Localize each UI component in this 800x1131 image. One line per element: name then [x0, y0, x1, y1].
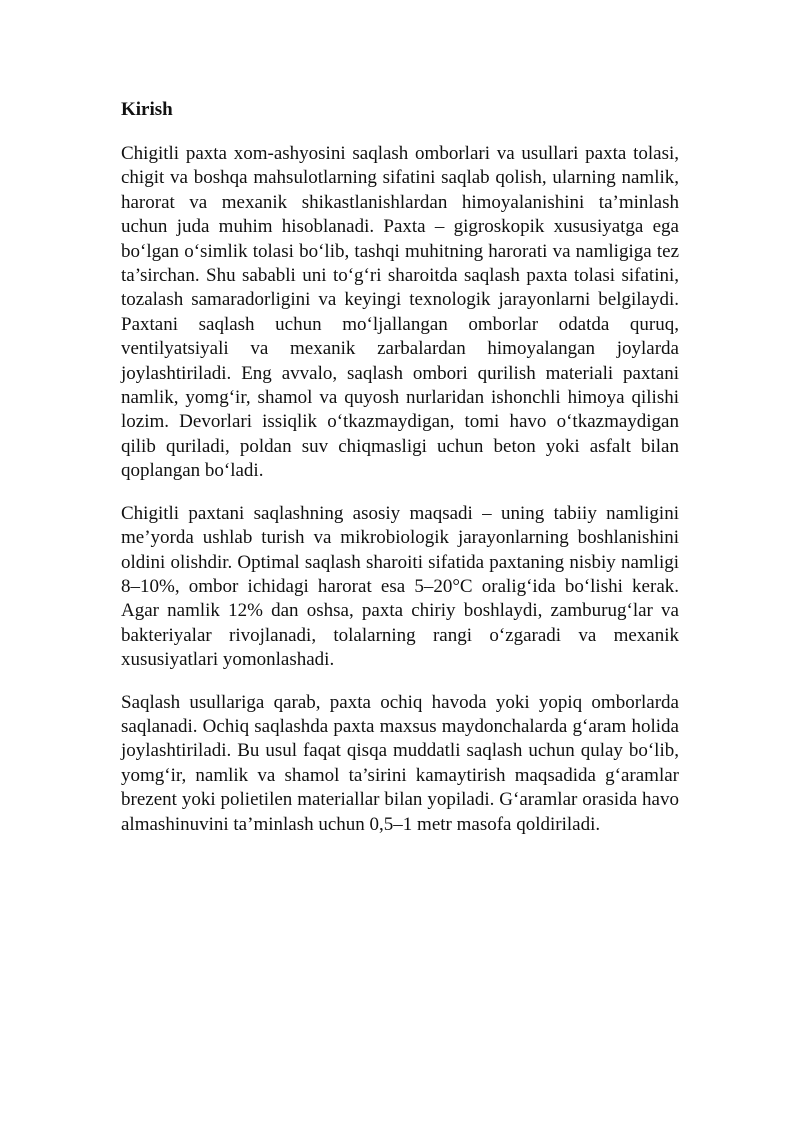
document-page [121, 96, 679, 855]
paragraph-intro: Chigitli paxta xom-ashyosini saqlash omborlari va usullari paxta tolasi, chigit va boshqa mahsulotlarning sifatini saqlab qolish, ularning namlik, harorat va mexanik shikastlanishlardan himoyalanishini ta’minlash uchun juda muhim hisoblanadi. Paxta – gigroskopik xususiyatga ega bo‘lgan o‘simlik tolasi bo‘lib, tashqi muhitning harorati va namligiga tez ta’sirchan. Shu sababli uni to‘g‘ri sharoitda saqlash paxta tolasi sifatini, tozalash samaradorligini va keyingi texnologik jarayonlarni belgilaydi. Paxtani saqlash uchun mo‘ljallangan omborlar odatda quruq, ventilyatsiyali va mexanik zarbalardan himoyalangan joylarda joylashtiriladi. Eng avvalo, saqlash ombori qurilish materiali paxtani namlik, yomg‘ir, shamol va quyosh nurlaridan ishonchli himoya qilishi lozim. Devorlari issiqlik o‘tkazmaydigan, tomi havo o‘tkazmaydigan qilib quriladi, poldan suv chiqmasligi uchun beton yoki asfalt bilan qoplangan bo‘ladi. [121, 143, 679, 482]
section-heading: Kirish [121, 99, 173, 120]
paragraph-storage-methods: Saqlash usullariga qarab, paxta ochiq havoda yoki yopiq omborlarda saqlanadi. Ochiq saqlashda paxta maxsus maydonchalarda g‘aram holida joylashtiriladi. Bu usul faqat qisqa muddatli saqlash uchun qulay bo‘lib, yomg‘ir, namlik va shamol ta’sirini kamaytirish maqsadida g‘aramlar brezent yoki polietilen materiallar bilan yopiladi. G‘aramlar orasida havo almashinuvini ta’minlash uchun 0,5–1 metr masofa qoldiriladi. [121, 691, 679, 835]
paragraph-storage-goal: Chigitli paxtani saqlashning asosiy maqsadi – uning tabiiy namligini me’yorda ushlab turish va mikrobiologik jarayonlarning boshlanishini oldini olishdir. Optimal saqlash sharoiti sifatida paxtaning nisbiy namligi 8–10%, ombor ichidagi harorat esa 5–20°C oralig‘ida bo‘lishi kerak. Agar namlik 12% dan oshsa, paxta chiriy boshlaydi, zamburug‘lar va bakteriyalar rivojlanadi, tolalarning rangi o‘zgaradi va mexanik xususiyatlari yomonlashadi. [121, 502, 679, 671]
